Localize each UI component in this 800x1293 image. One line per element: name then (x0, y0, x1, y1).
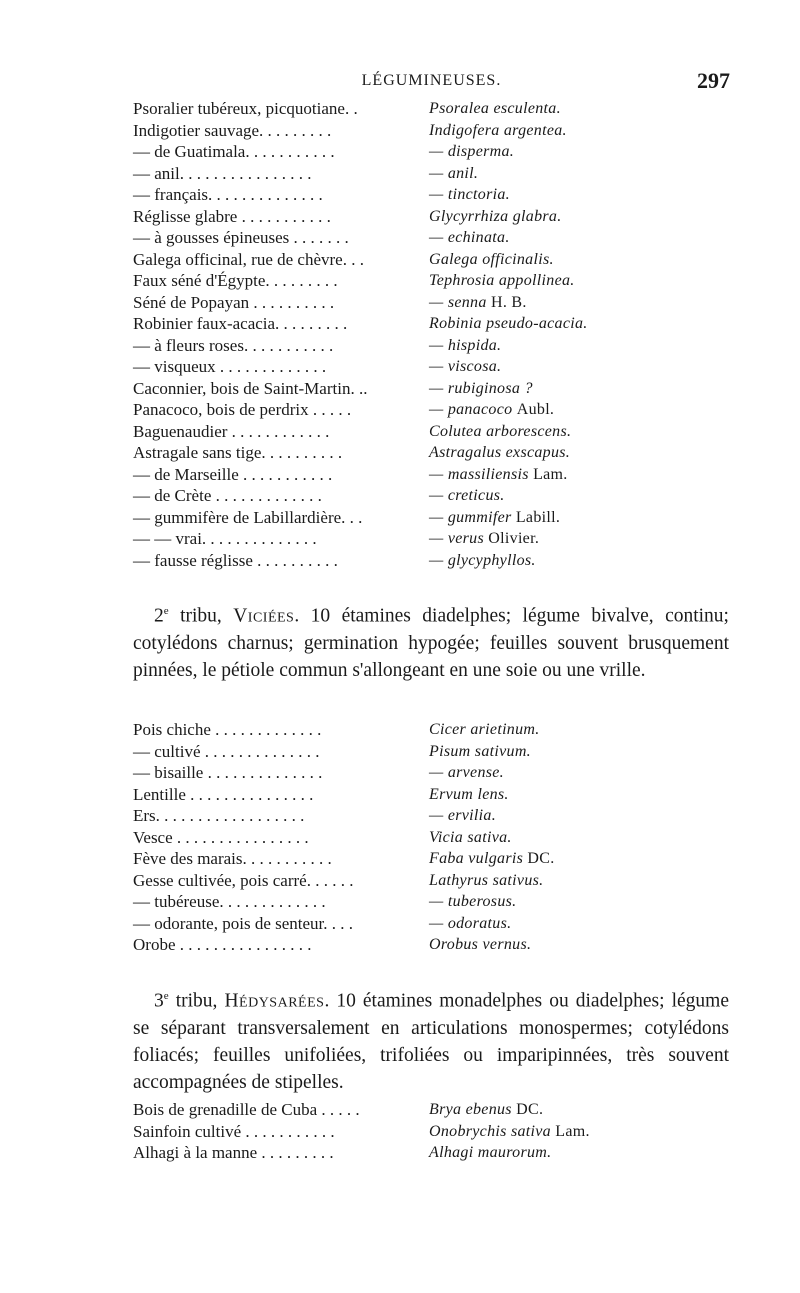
latin-binomial: — glycyphyllos. (429, 551, 536, 569)
latin-name (429, 848, 555, 870)
latin-binomial: — ervilia. (429, 807, 496, 824)
latin-binomial: Brya ebenus (429, 1101, 517, 1118)
common-name: — cultivé . . . . . . . . . . . . . . (133, 741, 320, 761)
species-entry (133, 270, 733, 292)
latin-binomial: Ervum lens. (429, 785, 509, 803)
author-abbreviation: H. B. (490, 293, 527, 311)
author-abbreviation: Lam. (533, 465, 568, 483)
species-entry (133, 120, 733, 142)
common-name: Vesce . . . . . . . . . . . . . . . . (133, 827, 309, 847)
latin-binomial: — tuberosus. (429, 893, 517, 910)
latin-name (429, 507, 560, 529)
common-name: Galega officinal, rue de chèvre. . . (133, 249, 364, 269)
species-entry (133, 934, 733, 956)
latin-binomial: Pisum sativum. (429, 742, 531, 760)
running-title: LÉGUMINEUSES. (361, 72, 502, 89)
common-name: Ers. . . . . . . . . . . . . . . . . . (133, 806, 305, 825)
running-head (133, 68, 730, 98)
common-name: — odorante, pois de senteur. . . . (133, 913, 354, 933)
common-name: Robinier faux-acacia. . . . . . . . . (133, 314, 348, 333)
latin-binomial: — viscosa. (429, 358, 502, 375)
common-name: Gesse cultivée, pois carré. . . . . . (133, 870, 354, 890)
latin-name (429, 891, 516, 913)
latin-name (429, 485, 505, 507)
latin-binomial: — tinctoria. (429, 186, 510, 203)
author-abbreviation: DC. (516, 1101, 544, 1118)
common-name: Pois chiche . . . . . . . . . . . . . (133, 720, 322, 739)
latin-binomial: — rubiginosa ? (429, 379, 533, 397)
tribe-number: 2 (154, 605, 164, 627)
common-name: — — vrai. . . . . . . . . . . . . . (133, 529, 317, 548)
latin-name (429, 227, 510, 249)
species-entry (133, 891, 733, 913)
common-name: — gummifère de Labillardière. . . (133, 507, 363, 527)
latin-binomial: — disperma. (429, 143, 515, 160)
common-name: Bois de grenadille de Cuba . . . . . (133, 1100, 360, 1119)
species-entry (133, 464, 733, 486)
common-name: — à fleurs roses. . . . . . . . . . . (133, 335, 334, 355)
latin-name (429, 784, 509, 806)
latin-name (429, 805, 496, 827)
common-name: — anil. . . . . . . . . . . . . . . . (133, 163, 312, 183)
latin-binomial: — panacoco (429, 401, 517, 418)
latin-binomial: — massiliensis (429, 465, 534, 483)
common-name: — à gousses épineuses . . . . . . . (133, 228, 349, 247)
latin-name (429, 870, 543, 892)
common-name: Sainfoin cultivé . . . . . . . . . . . (133, 1121, 335, 1141)
common-name: — bisaille . . . . . . . . . . . . . . (133, 763, 323, 782)
latin-name (429, 827, 512, 849)
species-list-3 (133, 1099, 733, 1164)
species-entry (133, 784, 733, 806)
latin-name (429, 270, 575, 292)
latin-name (429, 335, 501, 357)
latin-binomial: Robinia pseudo-acacia. (429, 315, 588, 332)
latin-binomial: — odoratus. (429, 914, 512, 932)
tribe-description: . 10 étamines monadelphes ou diadelphes; légume se séparant transversalement en articulations monospermes; cotylédons foliacés; feuilles unifoliées, trifoliées ou imparipinnées, très souvent accompagnées de stipelles. (133, 990, 729, 1093)
latin-name (429, 719, 540, 741)
latin-binomial: Onobrychis sativa (429, 1122, 556, 1140)
common-name: — fausse réglisse . . . . . . . . . . (133, 550, 338, 570)
latin-name (429, 206, 562, 228)
latin-name (429, 356, 501, 378)
latin-binomial: — echinata. (429, 229, 510, 246)
latin-binomial: Glycyrrhiza glabra. (429, 207, 562, 225)
common-name: — tubéreuse. . . . . . . . . . . . . (133, 892, 326, 911)
species-entry (133, 356, 733, 378)
tribe-name: Viciées (233, 605, 295, 627)
latin-binomial: Orobus vernus. (429, 936, 532, 953)
tribe-description: . 10 étamines diadelphes; légume bivalve, continu; cotylédons charnus; germination hypogée; feuilles souvent brusquement pinnées, le pétiole commun s'allongeant en une soie ou une vrille. (133, 605, 729, 681)
latin-name (429, 98, 561, 120)
latin-name (429, 421, 571, 443)
latin-name (429, 249, 554, 271)
latin-binomial: — arvense. (429, 764, 504, 781)
tribe-word: tribu, (168, 605, 234, 627)
species-entry (133, 206, 733, 228)
latin-name (429, 163, 478, 185)
latin-binomial: Vicia sativa. (429, 828, 512, 846)
latin-binomial: — verus (429, 530, 489, 547)
latin-binomial: Astragalus exscapus. (429, 444, 571, 461)
common-name: — français. . . . . . . . . . . . . . (133, 185, 323, 204)
common-name: — visqueux . . . . . . . . . . . . . (133, 357, 327, 376)
author-abbreviation: Lam. (555, 1122, 590, 1140)
common-name: Baguenaudier . . . . . . . . . . . . (133, 421, 330, 441)
common-name: Panacoco, bois de perdrix . . . . . (133, 400, 352, 419)
species-entry (133, 870, 733, 892)
species-list-2 (133, 719, 733, 956)
tribe-name: Hédysarées (224, 990, 325, 1012)
latin-binomial: Galega officinalis. (429, 250, 554, 268)
species-entry (133, 719, 733, 741)
species-entry (133, 762, 733, 784)
tribe-number: 3 (154, 990, 164, 1012)
latin-binomial: Faba vulgaris (429, 850, 528, 867)
tribe-paragraph-viciees (133, 598, 729, 684)
species-list-1 (133, 98, 733, 571)
common-name: Faux séné d'Égypte. . . . . . . . . (133, 271, 338, 290)
latin-name (429, 313, 588, 335)
tribe-ordinal-suffix: e (163, 605, 169, 617)
latin-name (429, 1121, 590, 1143)
latin-name (429, 120, 567, 142)
species-entry (133, 827, 733, 849)
latin-name (429, 378, 533, 400)
latin-binomial: Cicer arietinum. (429, 721, 540, 738)
common-name: Réglisse glabre . . . . . . . . . . . (133, 206, 331, 226)
species-entry (133, 335, 733, 357)
author-abbreviation: Olivier. (488, 530, 540, 547)
common-name: Astragale sans tige. . . . . . . . . . (133, 443, 343, 462)
species-entry (133, 421, 733, 443)
species-entry (133, 249, 733, 271)
latin-binomial: Indigofera argentea. (429, 121, 567, 139)
common-name: Alhagi à la manne . . . . . . . . . (133, 1143, 334, 1162)
author-abbreviation: Aubl. (516, 401, 555, 418)
latin-name (429, 1099, 543, 1121)
latin-name (429, 762, 504, 784)
species-entry (133, 1142, 733, 1164)
species-entry (133, 507, 733, 529)
latin-binomial: Alhagi maurorum. (429, 1144, 552, 1161)
latin-name (429, 292, 527, 314)
latin-binomial: — creticus. (429, 487, 505, 504)
species-entry (133, 227, 733, 249)
species-entry (133, 141, 733, 163)
species-entry (133, 98, 733, 120)
author-abbreviation: Labill. (515, 508, 561, 526)
species-entry (133, 1121, 733, 1143)
species-entry (133, 399, 733, 421)
latin-name (429, 464, 568, 486)
species-entry (133, 550, 733, 572)
tribe-word: tribu, (168, 990, 225, 1012)
tribe-paragraph-hedysarees (133, 983, 729, 1096)
latin-binomial: — gummifer (429, 508, 516, 526)
common-name: — de Guatimala. . . . . . . . . . . (133, 142, 335, 161)
latin-name (429, 528, 539, 550)
species-entry (133, 313, 733, 335)
latin-binomial: Tephrosia appollinea. (429, 272, 575, 289)
common-name: Caconnier, bois de Saint-Martin. .. (133, 378, 368, 398)
common-name: Psoralier tubéreux, picquotiane. . (133, 99, 358, 118)
species-entry (133, 378, 733, 400)
common-name: Indigotier sauvage. . . . . . . . . (133, 120, 332, 140)
latin-name (429, 1142, 551, 1164)
species-entry (133, 184, 733, 206)
species-entry (133, 485, 733, 507)
tribe-ordinal-suffix: e (163, 990, 169, 1002)
species-entry (133, 805, 733, 827)
latin-name (429, 399, 554, 421)
species-entry (133, 1099, 733, 1121)
latin-binomial: Colutea arborescens. (429, 422, 572, 440)
common-name: Séné de Popayan . . . . . . . . . . (133, 292, 335, 312)
latin-name (429, 141, 514, 163)
latin-name (429, 741, 531, 763)
latin-binomial: Lathyrus sativus. (429, 871, 544, 889)
common-name: Lentille . . . . . . . . . . . . . . . (133, 784, 314, 804)
latin-binomial: Psoralea esculenta. (429, 100, 561, 117)
species-entry (133, 848, 733, 870)
author-abbreviation: DC. (527, 850, 555, 867)
latin-binomial: — senna (429, 293, 491, 311)
latin-name (429, 442, 570, 464)
latin-name (429, 934, 531, 956)
page-number: 297 (697, 68, 730, 93)
latin-binomial: — anil. (429, 164, 479, 182)
latin-name (429, 913, 511, 935)
species-entry (133, 292, 733, 314)
common-name: — de Marseille . . . . . . . . . . . (133, 464, 333, 484)
species-entry (133, 528, 733, 550)
latin-binomial: — hispida. (429, 336, 502, 354)
common-name: — de Crète . . . . . . . . . . . . . (133, 486, 322, 505)
common-name: Orobe . . . . . . . . . . . . . . . . (133, 935, 312, 954)
latin-name (429, 550, 536, 572)
species-entry (133, 442, 733, 464)
species-entry (133, 913, 733, 935)
latin-name (429, 184, 510, 206)
species-entry (133, 163, 733, 185)
species-entry (133, 741, 733, 763)
common-name: Fève des marais. . . . . . . . . . . (133, 849, 332, 868)
